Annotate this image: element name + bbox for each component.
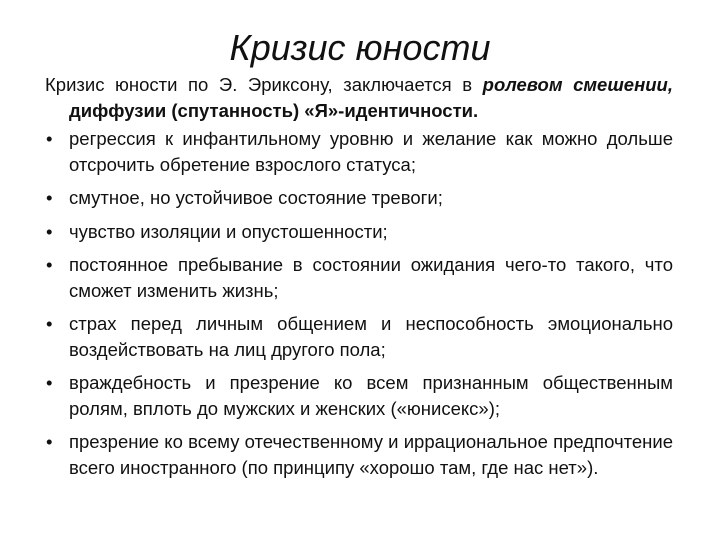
list-item-text: постоянное пребывание в состоянии ожидания чего-то такого, что сможет изменить жизнь; (69, 254, 673, 301)
bullet-icon: • (46, 372, 53, 393)
bullet-icon: • (46, 431, 53, 452)
slide-title: Кризис юности (229, 27, 491, 68)
list-item-text: регрессия к инфантильному уровню и желание как можно дольше отсрочить обретение взрослого статуса; (69, 128, 673, 175)
list-item (45, 126, 673, 177)
intro-prefix: Кризис юности по Э. Эриксону, заключается в (45, 74, 483, 95)
bullet-icon: • (46, 128, 53, 149)
intro-emphasis: ролевом смешении, (482, 74, 673, 95)
intro-bold: диффузии (спутанность) «Я»-идентичности. (69, 99, 479, 121)
list-item (45, 429, 673, 480)
list-item-text: враждебность и презрение ко всем признанным общественным ролям, вплоть до мужских и женских («юнисекс»); (69, 372, 673, 419)
bullet-list (45, 126, 673, 480)
list-item (45, 370, 673, 421)
list-item (45, 219, 673, 245)
list-item (45, 311, 673, 362)
bullet-icon: • (46, 254, 53, 275)
slide-body (45, 72, 673, 488)
intro-paragraph (45, 72, 673, 123)
list-item-text: презрение ко всему отечественному и иррациональное предпочтение всего иностранного (по принципу «хорошо там, где нас нет»). (69, 431, 673, 478)
list-item-text: чувство изоляции и опустошенности; (69, 220, 388, 242)
list-item-text: смутное, но устойчивое состояние тревоги; (69, 187, 443, 208)
list-item-text: страх перед личным общением и неспособность эмоционально воздействовать на лиц другого пола; (69, 313, 673, 360)
list-item (45, 185, 673, 211)
list-item (45, 252, 673, 303)
bullet-icon: • (46, 187, 53, 208)
bullet-icon: • (46, 220, 53, 242)
bullet-icon: • (46, 313, 53, 334)
